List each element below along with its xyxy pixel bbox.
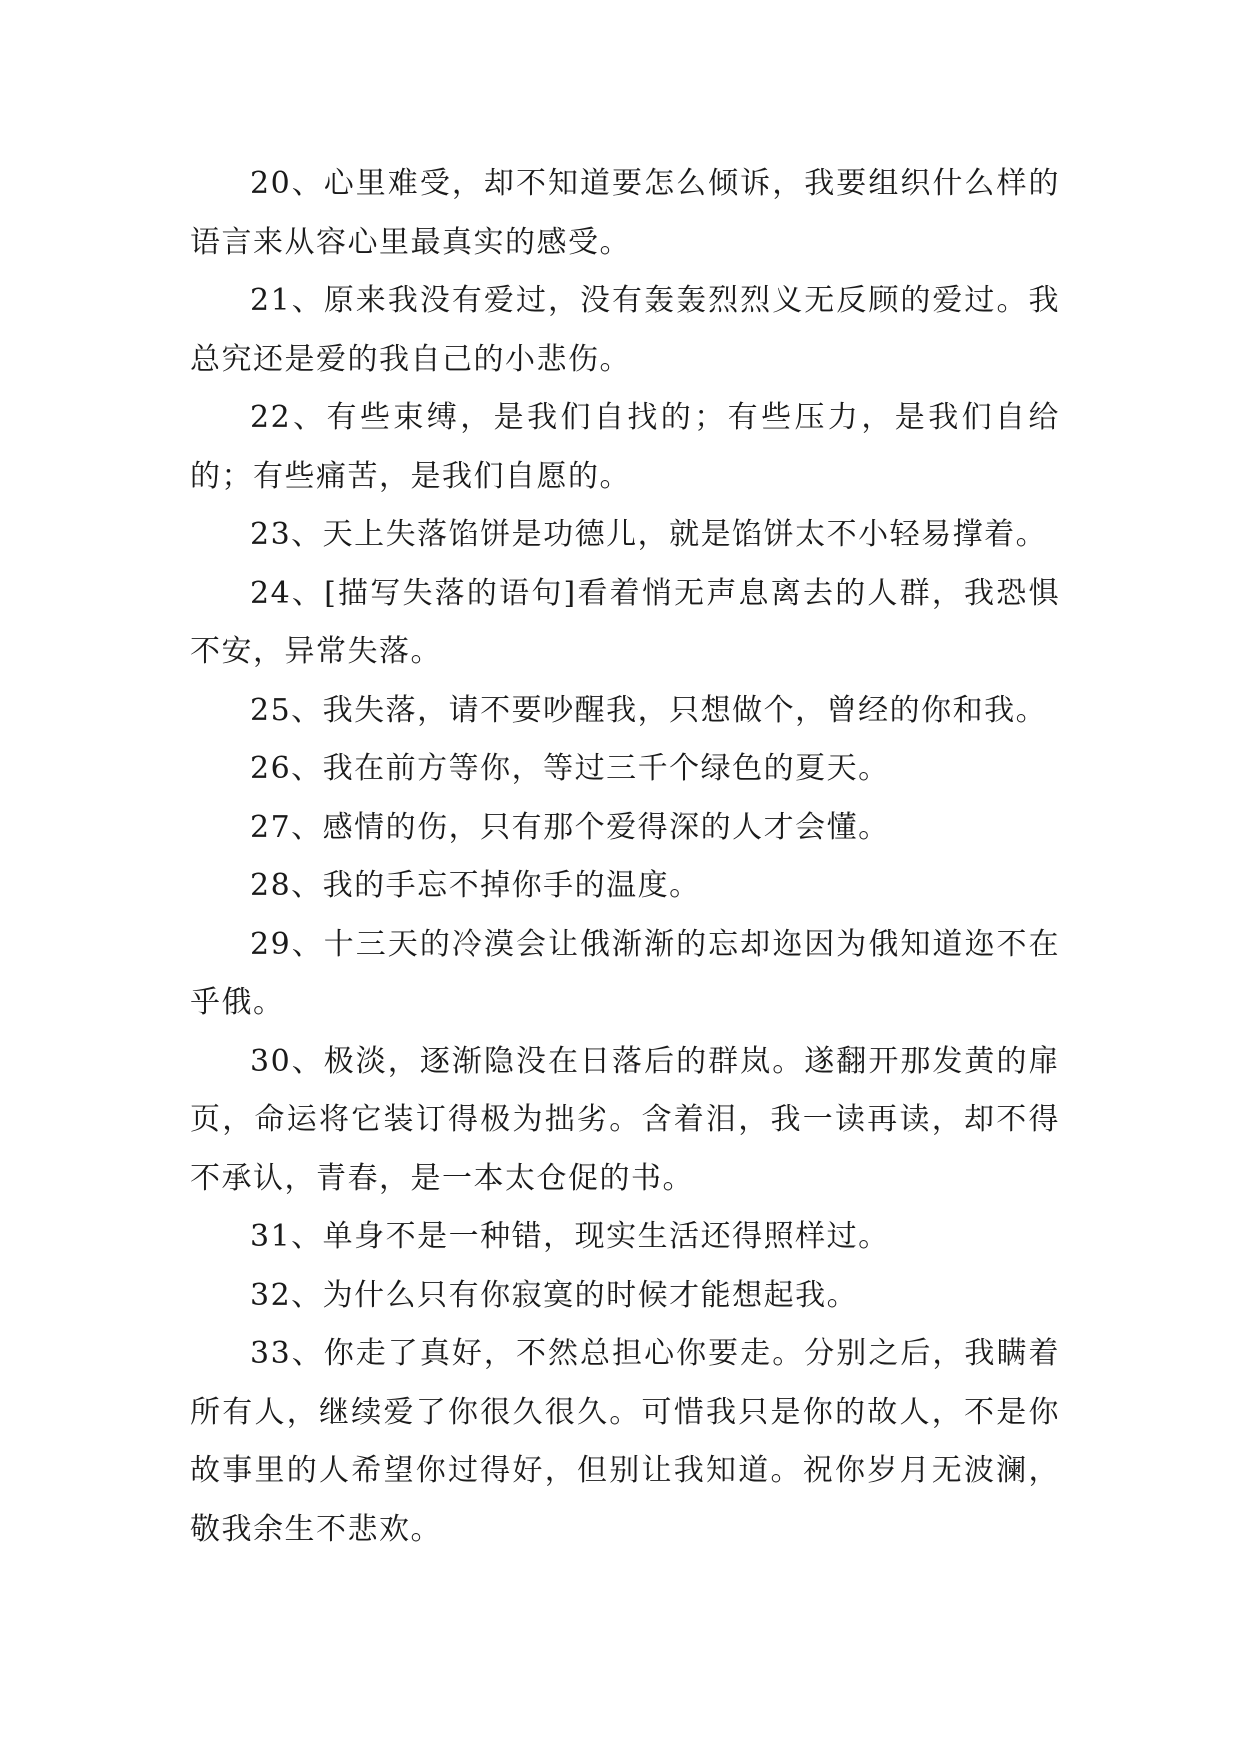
paragraph-21: 21、原来我没有爱过，没有轰轰烈烈义无反顾的爱过。我总究还是爱的我自己的小悲伤。	[190, 283, 1060, 377]
paragraph-20: 20、心里难受，却不知道要怎么倾诉，我要组织什么样的语言来从容心里最真实的感受。	[190, 166, 1060, 260]
paragraph-26: 26、我在前方等你，等过三千个绿色的夏天。	[250, 751, 890, 786]
paragraph-22: 22、有些束缚，是我们自找的；有些压力，是我们自给的；有些痛苦，是我们自愿的。	[190, 400, 1060, 494]
paragraph-24: 24、[描写失落的语句]看着悄无声息离去的人群，我恐惧不安，异常失落。	[190, 575, 1060, 669]
paragraph-28: 28、我的手忘不掉你手的温度。	[250, 868, 701, 903]
paragraph-33: 33、你走了真好，不然总担心你要走。分别之后，我瞒着所有人，继续爱了你很久很久。可惜我只是你的故人，不是你故事里的人希望你过得好，但别让我知道。祝你岁月无波澜，敬我余生不悲欢。	[190, 1336, 1060, 1547]
document-body	[190, 155, 1060, 1559]
paragraph-30: 30、极淡，逐渐隐没在日落后的群岚。遂翻开那发黄的扉页，命运将它装订得极为拙劣。含着泪，我一读再读，却不得不承认，青春，是一本太仓促的书。	[190, 1043, 1060, 1196]
paragraph-27: 27、感情的伤，只有那个爱得深的人才会懂。	[250, 809, 890, 845]
paragraph-31: 31、单身不是一种错，现实生活还得照样过。	[250, 1219, 890, 1254]
paragraph-25: 25、我失落，请不要吵醒我，只想做个，曾经的你和我。	[250, 692, 1048, 728]
paragraph-32: 32、为什么只有你寂寞的时候才能想起我。	[250, 1277, 859, 1313]
paragraph-29: 29、十三天的冷漠会让俄渐渐的忘却迩因为俄知道迩不在乎俄。	[190, 926, 1060, 1020]
paragraph-23: 23、天上失落馅饼是功德儿，就是馅饼太不小轻易撑着。	[250, 517, 1048, 552]
